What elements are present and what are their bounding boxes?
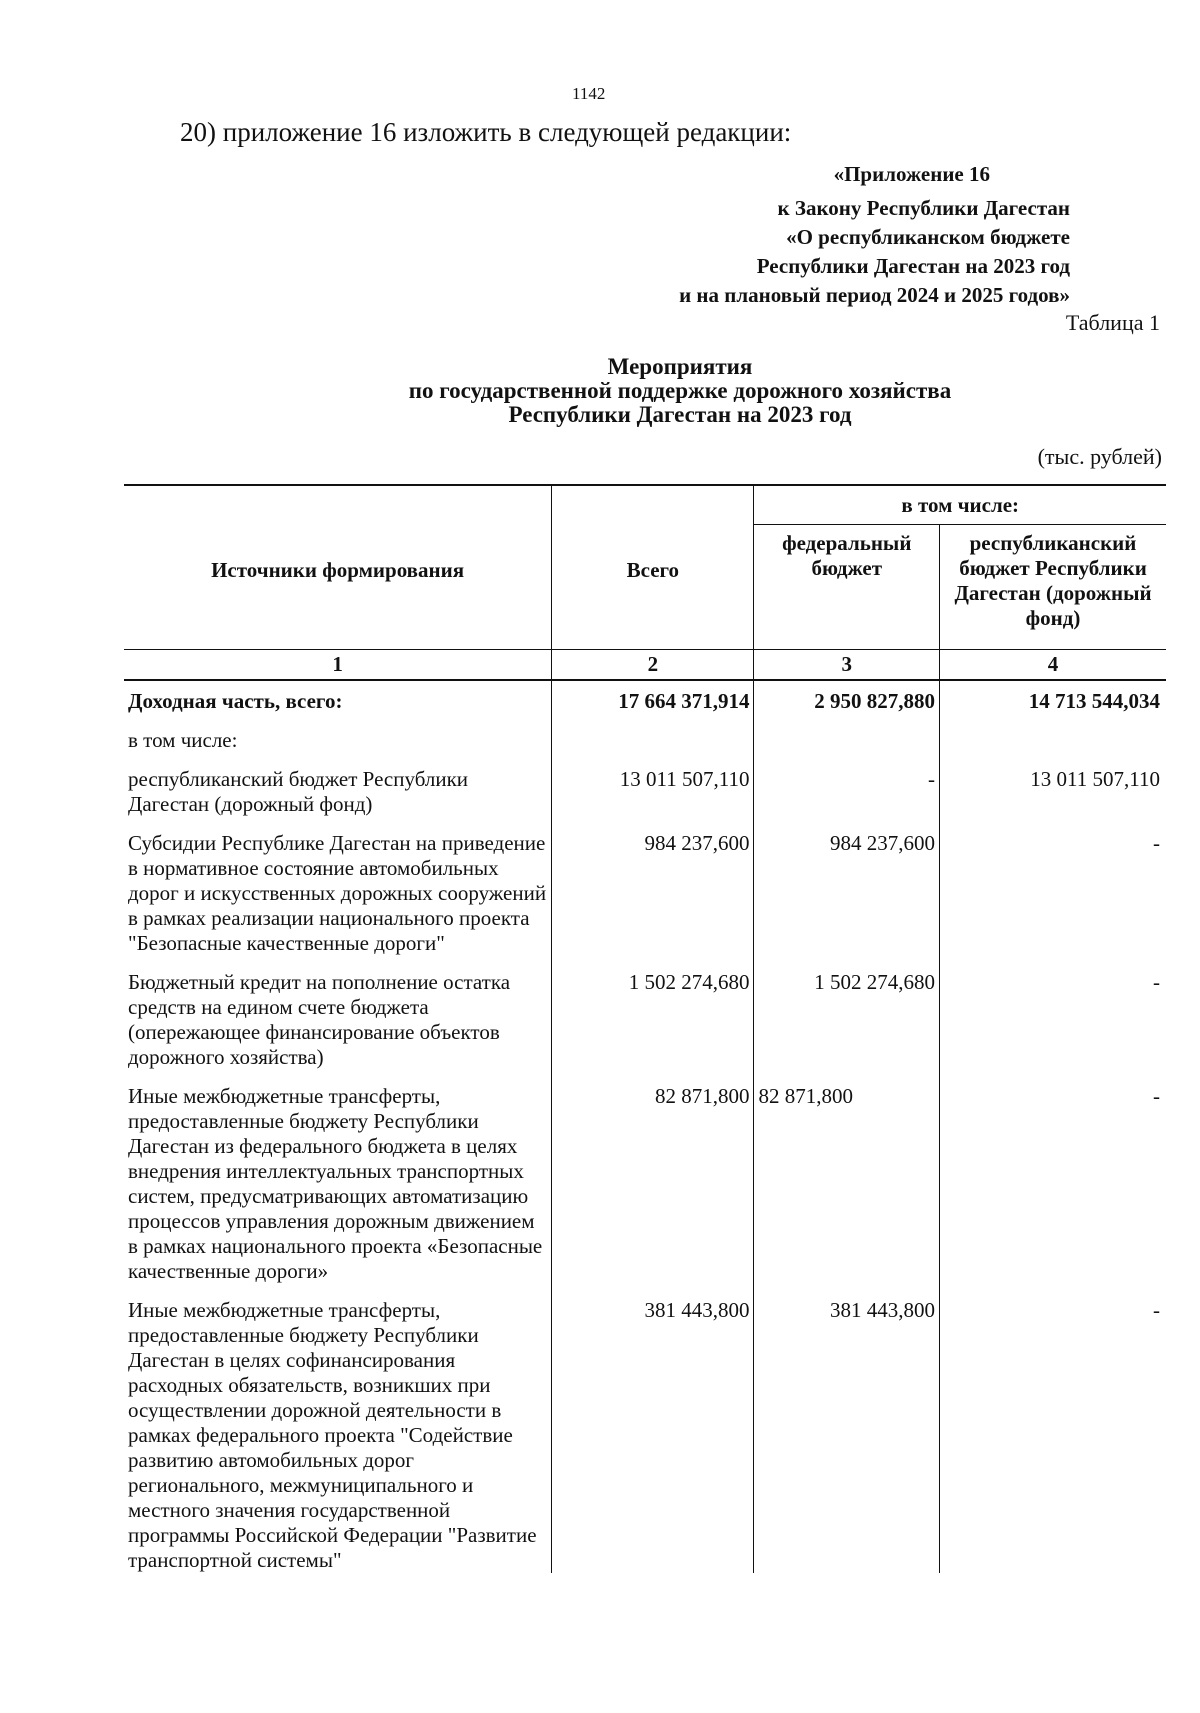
document-title	[0, 355, 1200, 427]
row-label: Субсидии Республике Дагестан на приведение в нормативное состояние автомобильных дорог и искусственных дорожных сооружений в рамках реализации национального проекта "Безопасные качественные дороги"	[124, 817, 552, 956]
title-line: по государственной поддержке дорожного хозяйства	[408, 378, 952, 403]
row-total: 1 502 274,680	[552, 956, 754, 1070]
col-number: 3	[754, 650, 940, 681]
table-row	[124, 956, 1166, 1070]
total-label: Доходная часть, всего:	[124, 680, 552, 714]
appendix-reference	[679, 194, 1070, 310]
header-federal: федеральный бюджет	[754, 525, 940, 650]
unit-label: (тыс. рублей)	[1037, 444, 1162, 469]
row-federal: 82 871,800	[754, 1070, 940, 1284]
header-sources: Источники формирования	[124, 485, 552, 650]
row-federal: -	[754, 753, 940, 817]
header-republic: республиканский бюджет Республики Дагестан (дорожный фонд)	[954, 531, 1152, 630]
row-label: Иные межбюджетные трансферты, предоставленные бюджету Республики Дагестан в целях софинансирования расходных обязательств, возникших при осуществлении дорожной деятельности в рамках федерального проекта "Содействие развитию автомобильных дорог регионального, межмуниципального и местного значения государственной программы Российской Федерации "Развитие транспортной системы"	[124, 1284, 552, 1573]
appendix-ref-line: Республики Дагестан на 2023 год	[756, 254, 1070, 278]
row-republic: -	[1153, 1084, 1160, 1108]
table-row	[124, 1284, 1166, 1573]
table-label: Таблица 1	[1065, 310, 1160, 335]
row-federal: 381 443,800	[754, 1284, 940, 1573]
row-total: 82 871,800	[552, 1070, 754, 1284]
header-total: Всего	[552, 485, 754, 650]
appendix-title: «Приложение 16	[833, 162, 990, 186]
table-row	[124, 1070, 1166, 1284]
row-total: 13 011 507,110	[552, 753, 754, 817]
row-label: республиканский бюджет Республики Дагестан (дорожный фонд)	[124, 753, 552, 817]
row-republic: -	[1153, 970, 1160, 994]
row-republic: 13 011 507,110	[1030, 767, 1160, 791]
title-line: Мероприятия	[607, 354, 753, 379]
col-number: 4	[940, 650, 1166, 681]
amendment-intro: 20) приложение 16 изложить в следующей редакции:	[180, 117, 792, 147]
title-line: Республики Дагестан на 2023 год	[508, 402, 852, 427]
appendix-ref-line: и на плановый период 2024 и 2025 годов»	[679, 283, 1070, 307]
total-all: 17 664 371,914	[552, 680, 754, 714]
row-republic: -	[1153, 831, 1160, 855]
row-federal: 984 237,600	[754, 817, 940, 956]
row-label: Бюджетный кредит на пополнение остатка средств на едином счете бюджета (опережающее финансирование объектов дорожного хозяйства)	[124, 956, 552, 1070]
total-republic: 14 713 544,034	[1028, 689, 1160, 713]
total-federal: 2 950 827,880	[754, 680, 940, 714]
table-row	[124, 680, 1166, 714]
row-federal: 1 502 274,680	[754, 956, 940, 1070]
col-number: 2	[552, 650, 754, 681]
table-row	[124, 714, 1166, 753]
appendix-ref-line: к Закону Республики Дагестан	[777, 196, 1070, 220]
row-label: Иные межбюджетные трансферты, предоставленные бюджету Республики Дагестан из федерального бюджета в целях внедрения интеллектуальных транспортных систем, предусматривающих автоматизацию процессов управления дорожным движением в рамках национального проекта «Безопасные качественные дороги»	[124, 1070, 552, 1284]
row-total: 984 237,600	[552, 817, 754, 956]
table-row	[124, 753, 1166, 817]
page-number: 1142	[572, 84, 606, 103]
table-row	[124, 817, 1166, 956]
header-including: в том числе:	[754, 485, 1166, 525]
row-total: 381 443,800	[552, 1284, 754, 1573]
row-republic: -	[1153, 1298, 1160, 1322]
including-label: в том числе:	[124, 714, 552, 753]
appendix-ref-line: «О республиканском бюджете	[786, 225, 1070, 249]
budget-table	[124, 484, 1166, 1573]
col-number: 1	[124, 650, 552, 681]
